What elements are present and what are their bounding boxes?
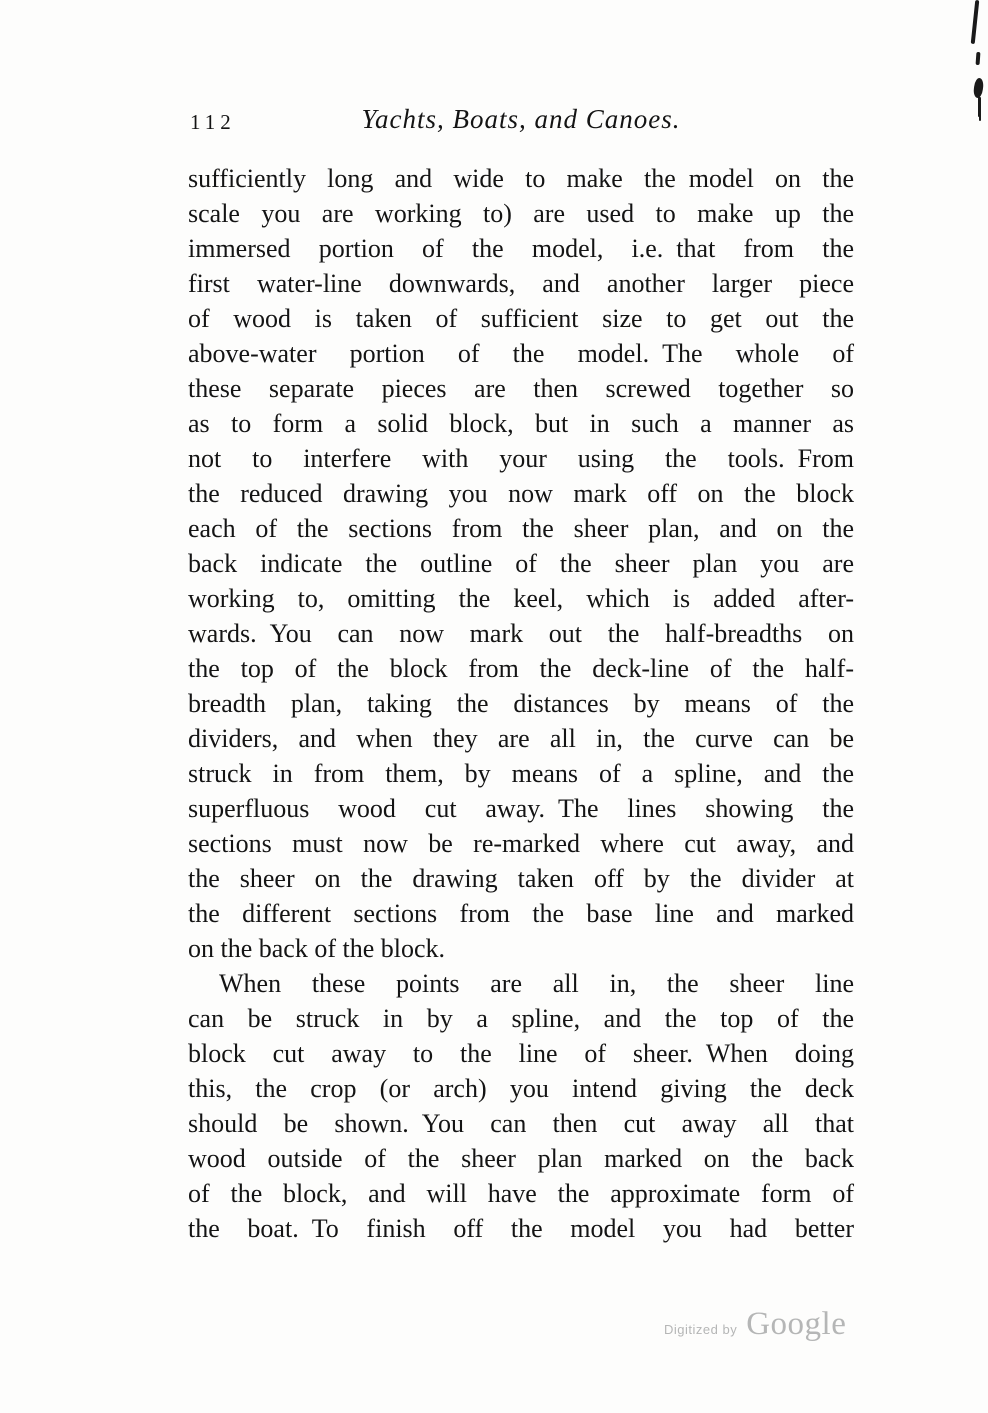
text-line: sections must now be re-marked where cut away, and [188, 829, 854, 858]
ink-mark [973, 78, 984, 99]
text-line: can be struck in by a spline, and the top of the [188, 1004, 854, 1033]
text-line: as to form a solid block, but in such a manner as [188, 409, 854, 438]
text-line: the boat. To finish off the model you had better [188, 1214, 854, 1243]
running-title: Yachts, Boats, and Canoes. [361, 104, 681, 134]
text-line: working to, omitting the keel, which is added after- [188, 584, 854, 613]
body-text [188, 161, 854, 1246]
text-line: of wood is taken of sufficient size to get out the [188, 304, 854, 333]
page-number: 112 [190, 110, 236, 134]
text-line: scale you are working to) are used to make up the [188, 199, 854, 228]
ink-mark [978, 97, 981, 117]
text-line: each of the sections from the sheer plan, and on the [188, 514, 854, 543]
text-line: superfluous wood cut away. The lines showing the [188, 794, 854, 823]
text-line: the reduced drawing you now mark off on the block [188, 479, 854, 508]
text-line: wards. You can now mark out the half-breadths on [188, 619, 854, 648]
text-line: on the back of the block. [188, 934, 446, 963]
text-line: struck in from them, by means of a spline, and the [188, 759, 854, 788]
text-line: dividers, and when they are all in, the curve can be [188, 724, 854, 753]
google-logo: Google [746, 1306, 847, 1342]
text-line: immersed portion of the model, i.e. that from the [188, 234, 854, 263]
ink-mark [971, 0, 980, 44]
text-line: the top of the block from the deck-line of the half- [188, 654, 854, 683]
text-line: not to interfere with your using the tools. From [188, 444, 854, 473]
text-line: wood outside of the sheer plan marked on the back [188, 1144, 854, 1173]
paragraph-1 [188, 161, 854, 966]
text-line: breadth plan, taking the distances by means of the [188, 689, 854, 718]
digitization-watermark [664, 1306, 846, 1343]
text-line: back indicate the outline of the sheer plan you are [188, 549, 854, 578]
text-line: first water-line downwards, and another larger piece [188, 269, 854, 298]
text-line: sufficiently long and wide to make the model on the [188, 164, 854, 193]
text-line: When these points are all in, the sheer line [219, 969, 854, 998]
paragraph-2 [188, 966, 854, 1246]
ink-mark [979, 115, 981, 121]
ink-mark [976, 52, 981, 65]
text-line: should be shown. You can then cut away all that [188, 1109, 854, 1138]
text-line: the different sections from the base line and marked [188, 899, 854, 928]
text-line: these separate pieces are then screwed together so [188, 374, 854, 403]
text-line: this, the crop (or arch) you intend giving the deck [188, 1074, 854, 1103]
text-line: block cut away to the line of sheer. When doing [188, 1039, 854, 1068]
page-header [188, 104, 854, 138]
text-line: the sheer on the drawing taken off by the divider at [188, 864, 854, 893]
text-line: above-water portion of the model. The whole of [188, 339, 854, 368]
watermark-prefix: Digitized by [664, 1322, 738, 1337]
text-line: of the block, and will have the approximate form of [188, 1179, 854, 1208]
